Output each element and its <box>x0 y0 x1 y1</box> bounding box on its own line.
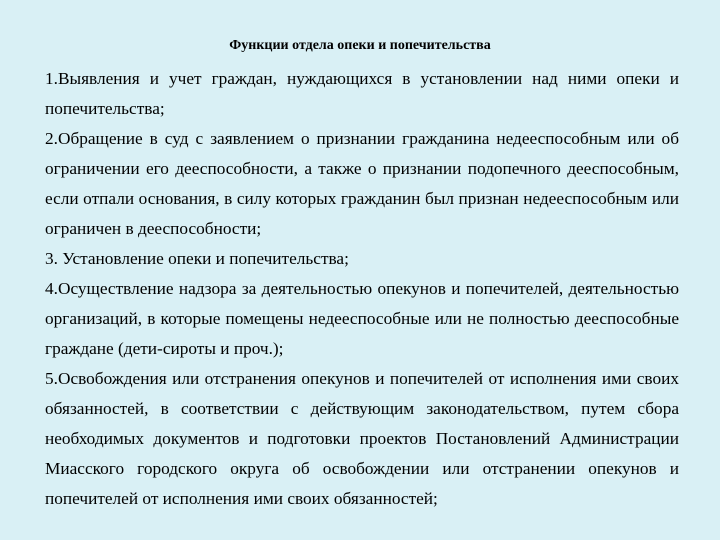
list-item: 3. Установление опеки и попечительства; <box>45 249 349 268</box>
slide-title: Функции отдела опеки и попечительства <box>229 38 491 53</box>
slide-body <box>45 64 679 514</box>
list-item: 4.Осуществление надзора за деятельностью опекунов и попечителей, деятельностью организаций, в которые помещены недееспособные или не полностью дееспособные граждане (дети-сироты и проч.); <box>45 279 679 358</box>
list-item: 1.Выявления и учет граждан, нуждающихся в установлении над ними опеки и попечительства; <box>45 69 679 118</box>
list-item: 2.Обращение в суд с заявлением о признании гражданина недееспособным или об ограничении его дееспособности, а также о признании подопечного дееспособным, если отпали основания, в силу которых гражданин был признан недееспособным или ограничен в дееспособности; <box>45 129 679 238</box>
list-item: 5.Освобождения или отстранения опекунов и попечителей от исполнения ими своих обязанностей, в соответствии с действующим законодательством, путем сбора необходимых документов и подготовки проектов Постановлений Администрации Миасского городского округа об освобождении или отстранении опекунов и попечителей от исполнения ими своих обязанностей; <box>45 369 679 508</box>
